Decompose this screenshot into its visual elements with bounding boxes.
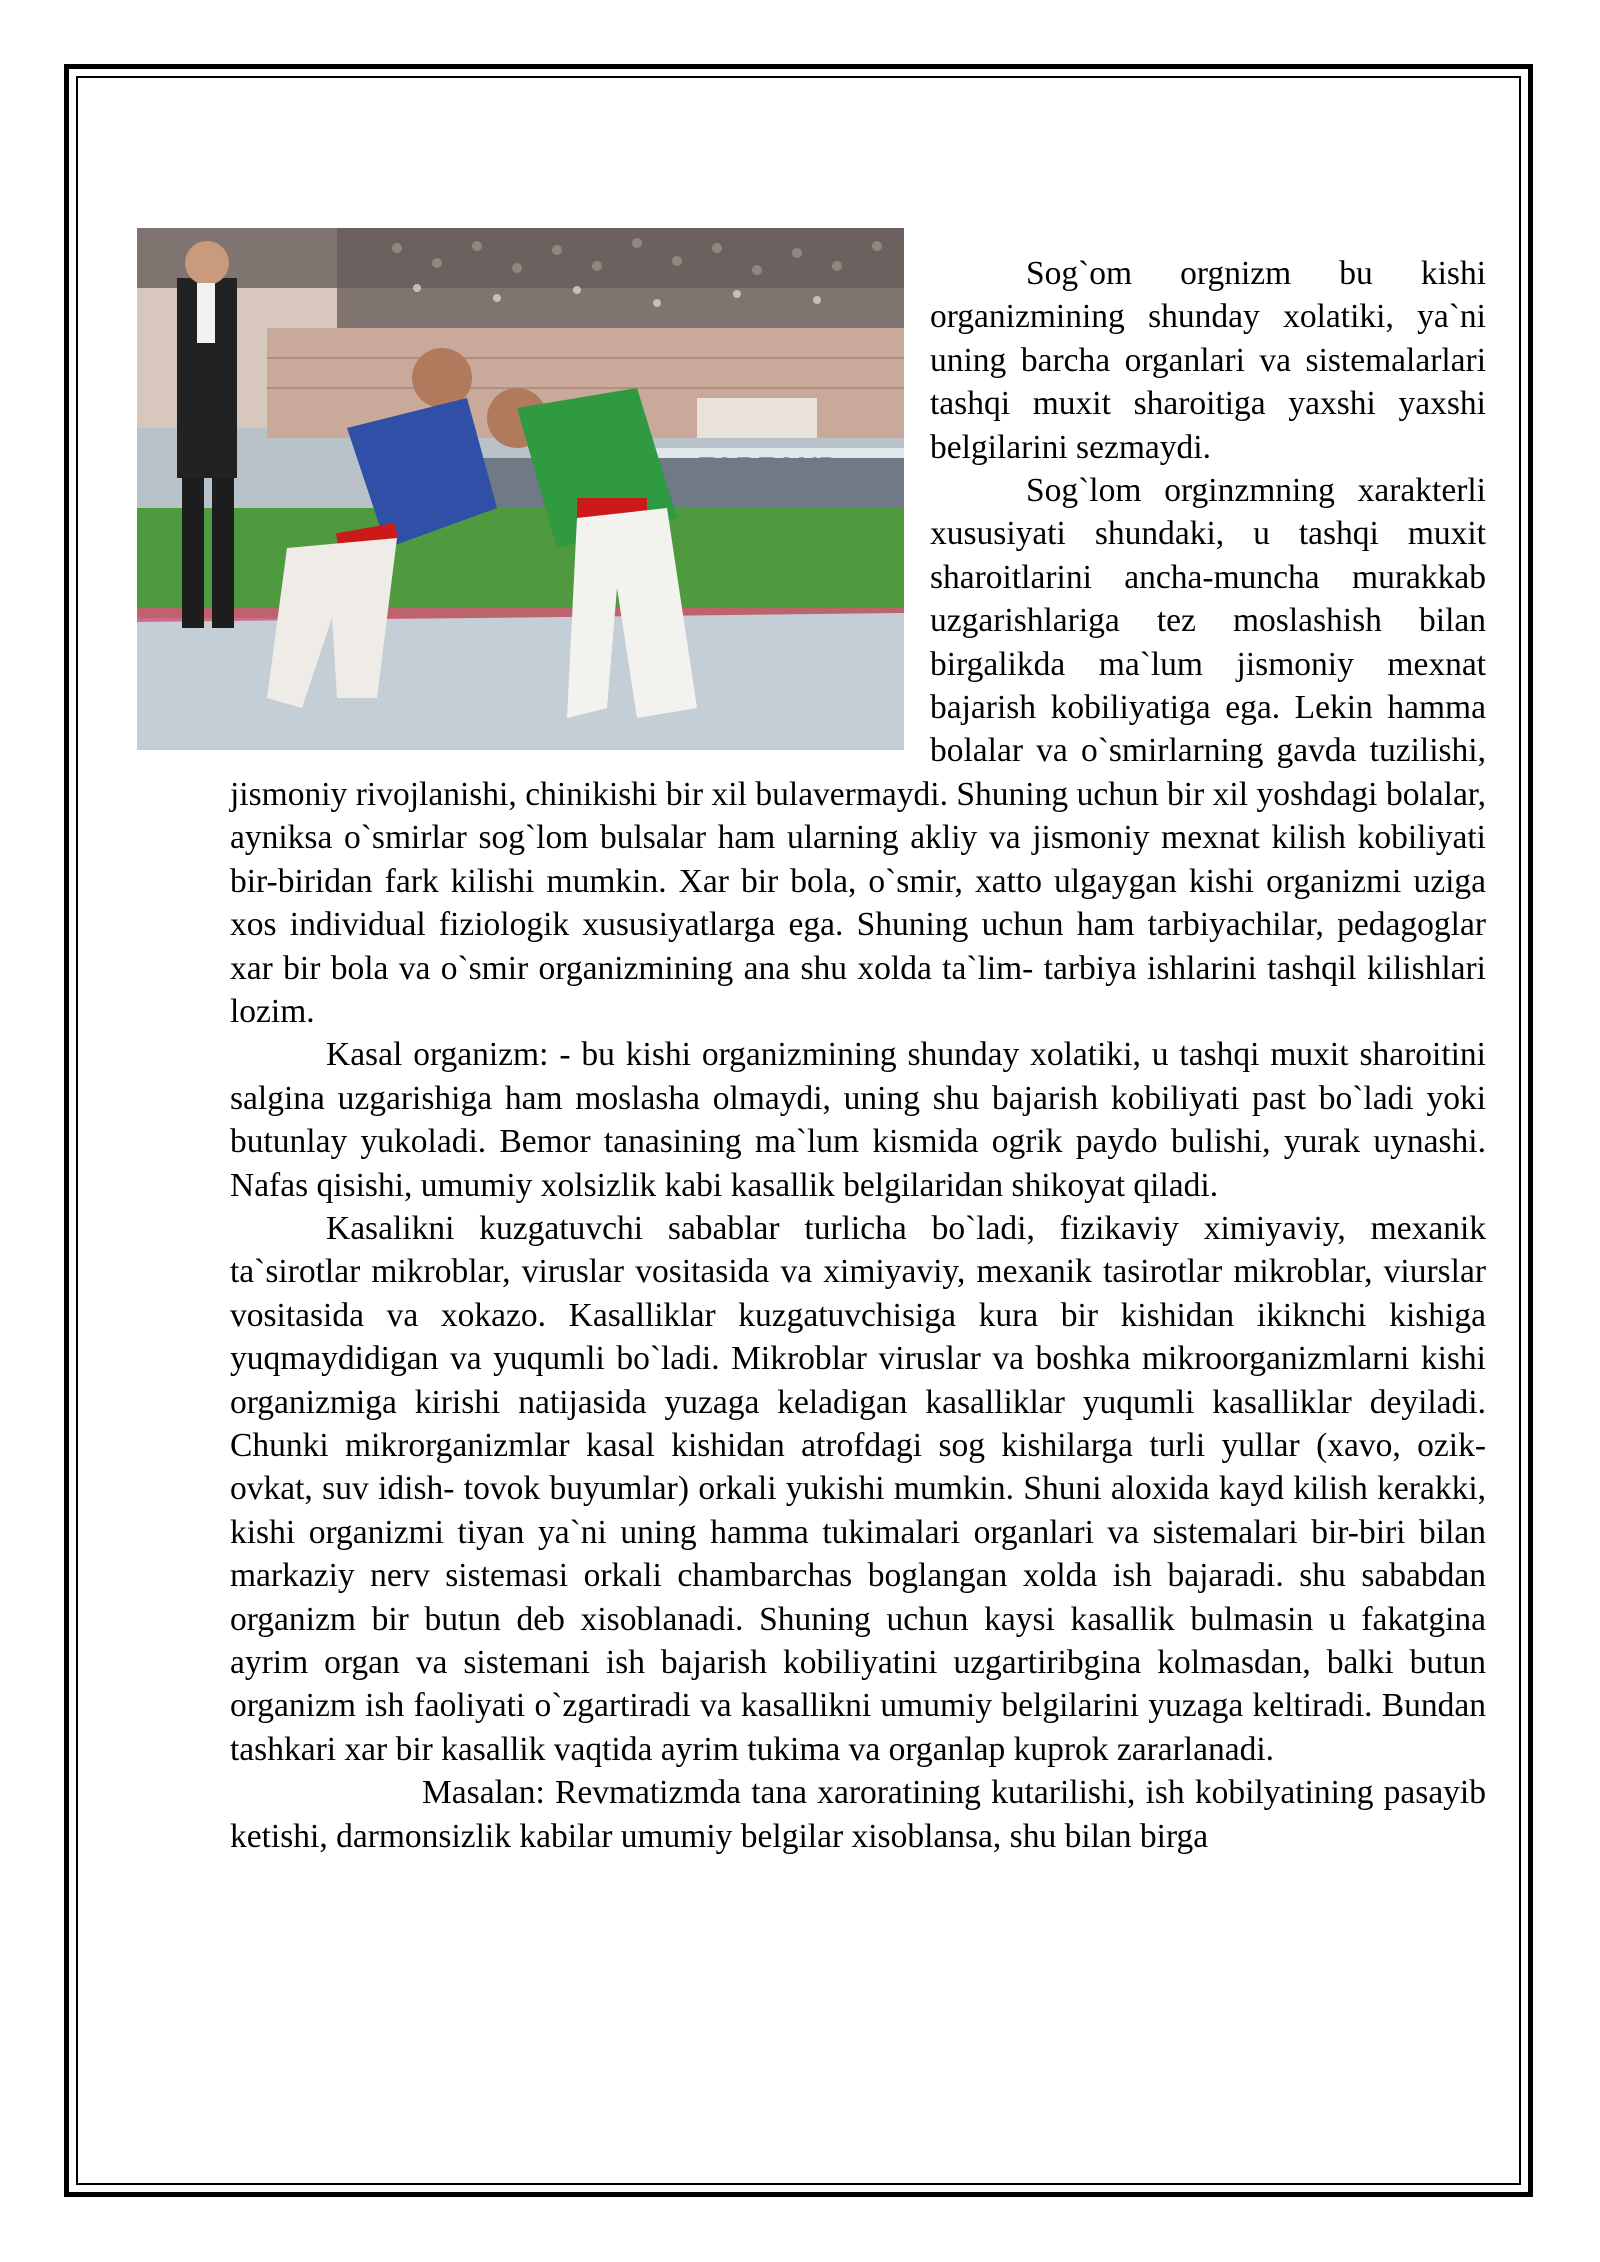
paragraph-2: Sog`lom orginzmning xarakterli xususiyati shundaki, u tashqi muxit sharoitlarini ancha-muncha murakkab uzgarishlariga tez moslashish bilan birgalikda ma`lum jismoniy mexnat bajarish kobiliyatiga ega. Lekin hamma bolalar va o`smirlarning gavda tuzilishi, jismoniy rivojlanishi, chinikishi bir xil bulavermaydi. Shuning uchun bir xil yoshdagi bolalar, ayniksa o`smirlar sog`lom bulsalar ham ularning akliy va jismoniy mexnat kilish kobiliyati bir-biridan fark kilishi mumkin. Xar bir bola, o`smir, xatto ulgaygan kishi organizmi uziga xos individual fiziologik xususiyatlarga ega. Shuning uchun ham tarbiyachilar, pedagoglar xar bir bola va o`smir organizmining ana shu xolda ta`lim- tarbiya ishlarini tashqil kilishlari lozim.	[230, 472, 1486, 1030]
paragraph-3: Kasal organizm: - bu kishi organizmining shunday xolatiki, u tashqi muxit sharoitini salgina uzgarishiga ham moslasha olmaydi, uning shu bajarish kobiliyati past bo`ladi yoki butunlay yukoladi. Bemor tanasining ma`lum kismida ogrik paydo bulishi, yurak uynashi. Nafas qisishi, umumiy xolsizlik kabi kasallik belgilaridan shikoyat qiladi.	[230, 1036, 1486, 1204]
paragraph-5: Masalan: Revmatizmda tana xaroratining kutarilishi, ish kobilyatining pasayib ketishi, darmonsizlik kabilar umumiy belgilar xisoblansa, shu bilan birga	[230, 1774, 1486, 1855]
paragraph-1: Sog`om orgnizm bu kishi organizmining shunday xolatiki, ya`ni uning barcha organlari va sistemalarlari tashqi muxit sharoitiga yaxshi yaxshi belgilarini sezmaydi.	[930, 255, 1486, 466]
document-body	[230, 252, 1486, 1858]
image-wrap-space	[230, 228, 930, 750]
paragraph-4: Kasalikni kuzgatuvchi sabablar turlicha bo`ladi, fizikaviy ximiyaviy, mexanik ta`sirotlar mikroblar, viruslar vositasida va ximiyaviy, mexanik tasirotlar mikroblar, viurslar vositasida va xokazo. Kasalliklar kuzgatuvchisiga kura bir kishidan ikiknchi kishiga yuqmaydidigan va yuqumli bo`ladi. Mikroblar viruslar va boshka mikroorganizmlarni kishi organizmiga kirishi natijasida yuzaga keladigan kasalliklar yuqumli kasalliklar deyiladi. Chunki mikrorganizmlar kasal kishidan atrofdagi sog kishilarga turli yullar (xavo, ozik-ovkat, suv idish- tovok buyumlar) orkali yukishi mumkin. Shuni aloxida kayd kilish kerakki, kishi organizmi tiyan ya`ni uning hamma tukimalari organlari va sistemalari bir-biri bilan markaziy nerv sistemasi orkali chambarchas boglangan xolda ish bajaradi. shu sababdan organizm bir butun deb xisoblanadi. Shuning uchun kaysi kasallik bulmasin u fakatgina ayrim organ va sistemani ish bajarish kobiliyatini uzgartiribgina kolmasdan, balki butun organizm ish faoliyati o`zgartiradi va kasallikni umumiy belgilarini yuzaga keltiradi. Bundan tashkari xar bir kasallik vaqtida ayrim tukima va organlap kuprok zararlanadi.	[230, 1209, 1486, 1768]
